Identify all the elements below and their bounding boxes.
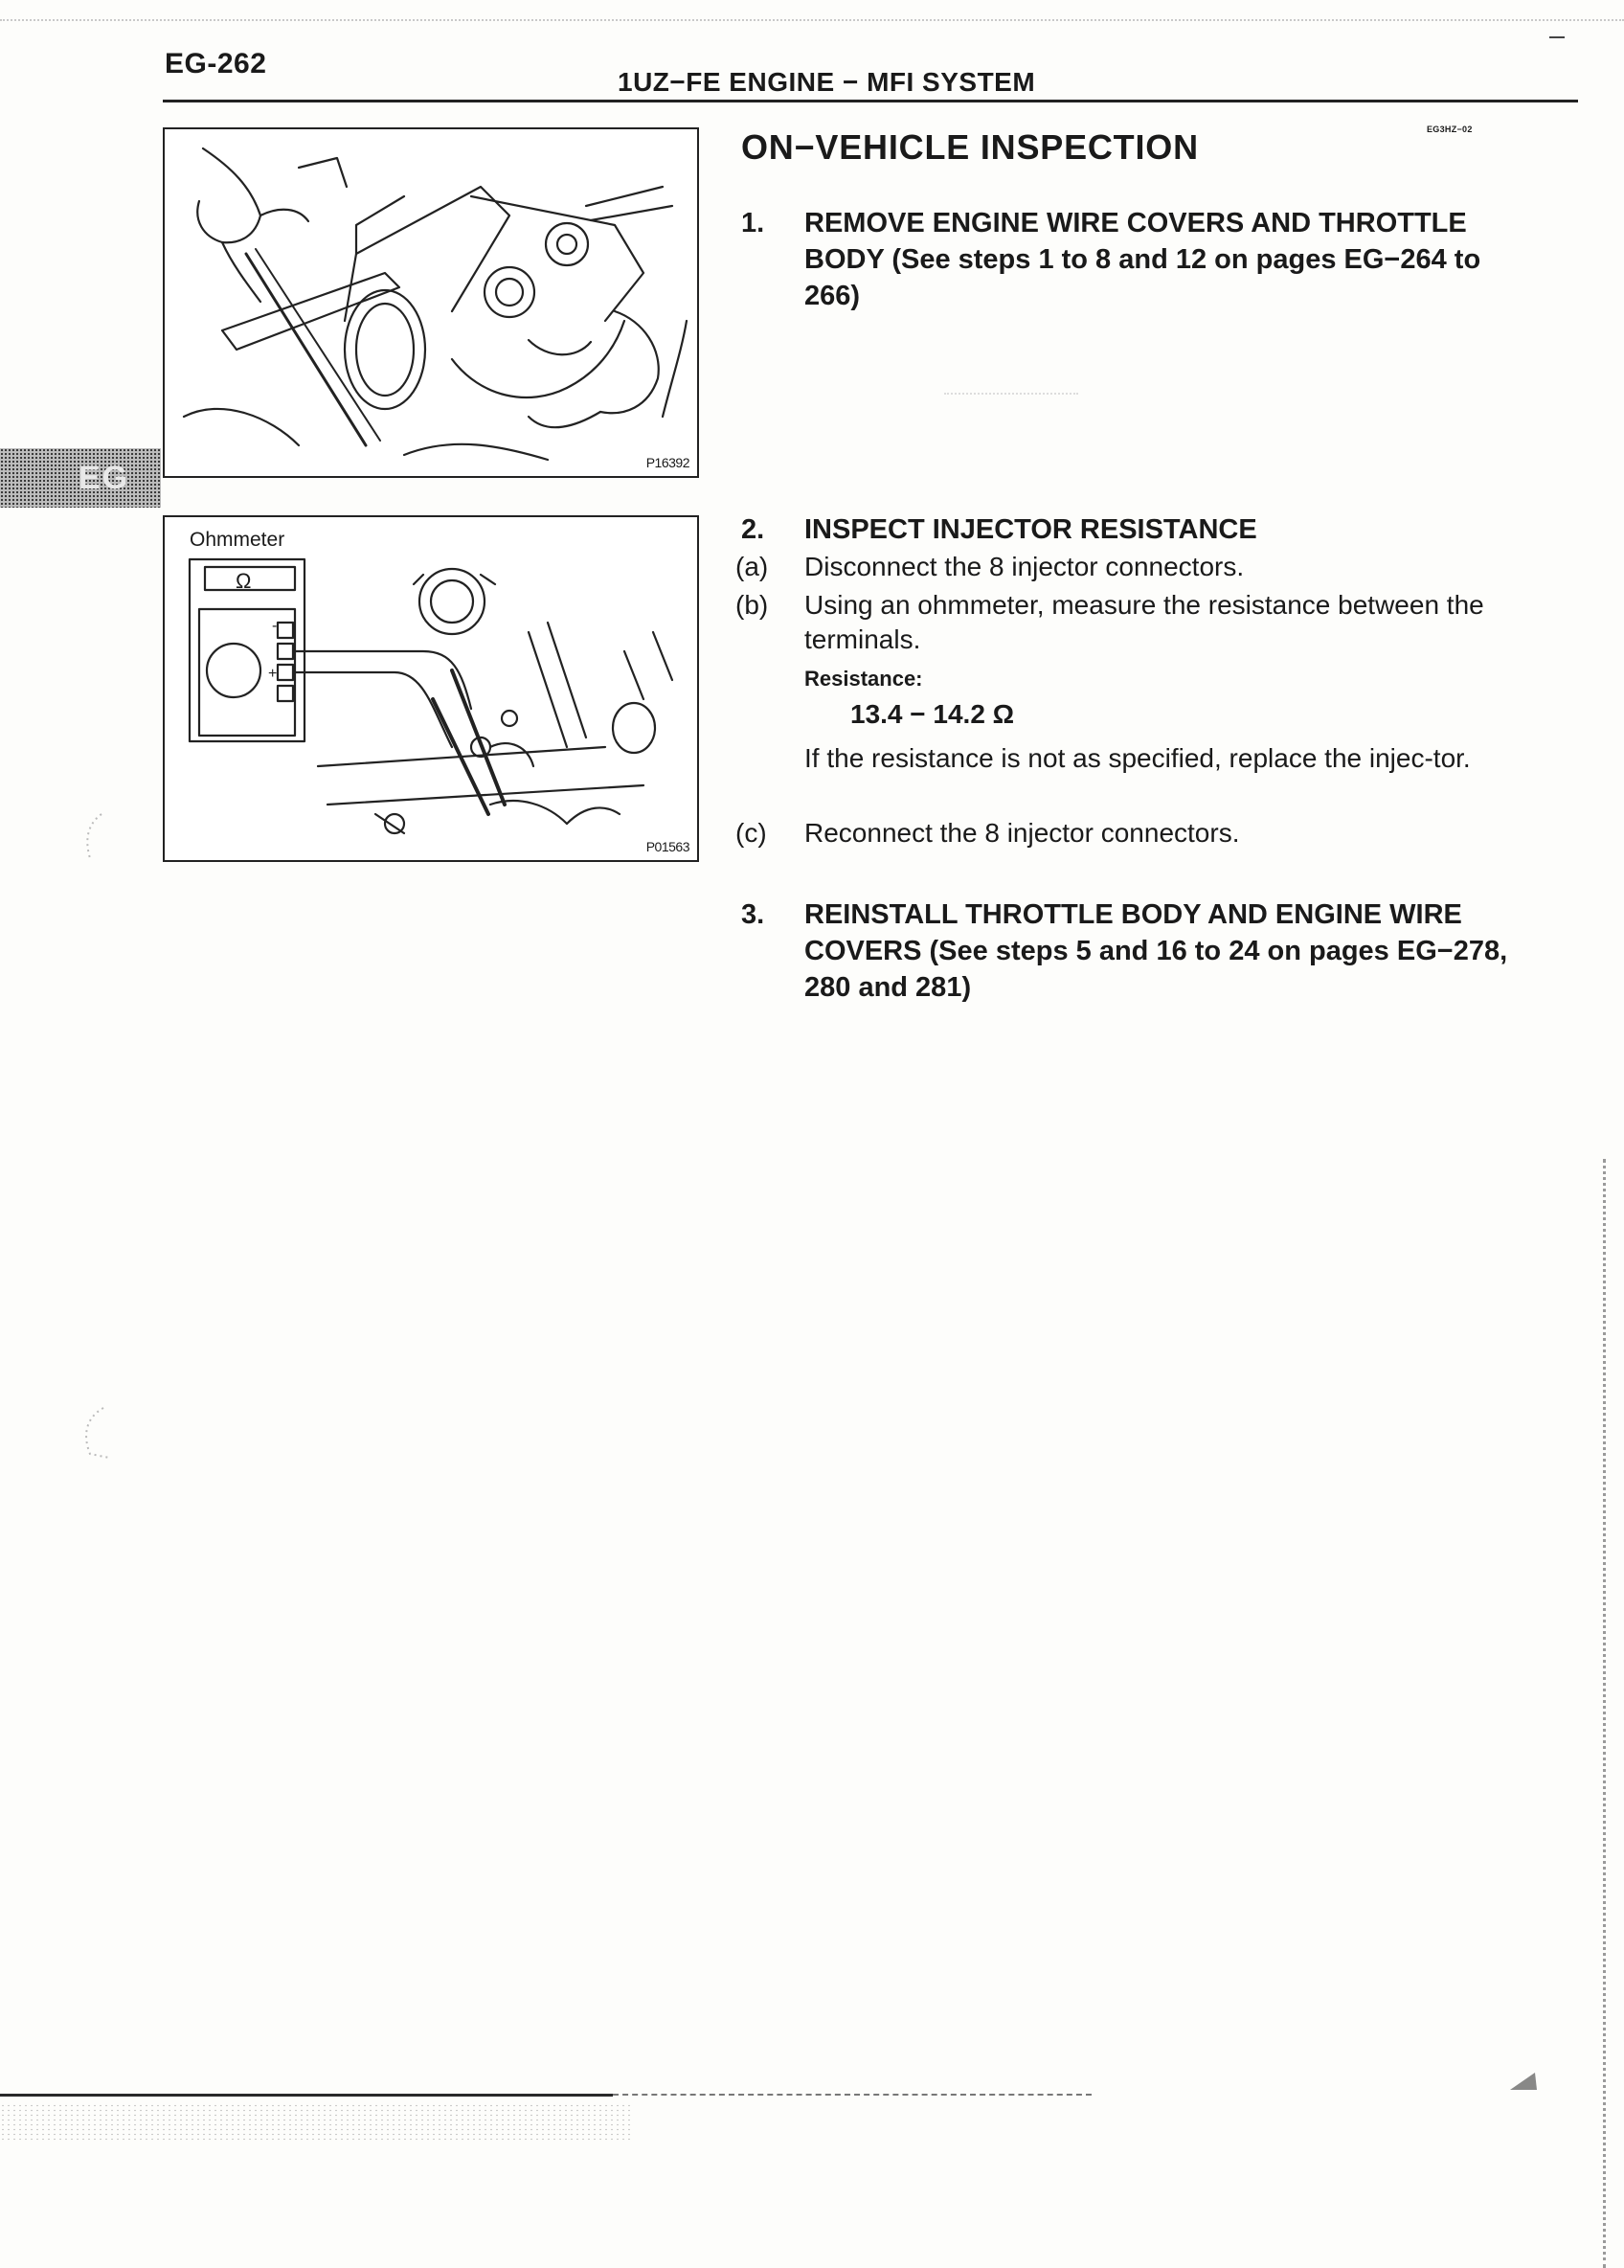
throttle-body-illustration xyxy=(165,129,697,476)
corner-mark xyxy=(1549,36,1565,38)
substep-text: Using an ohmmeter, measure the resistance between the terminals. xyxy=(804,590,1484,654)
scan-mark-left-lower xyxy=(77,1404,115,1462)
bottom-speckle xyxy=(0,2103,632,2142)
figure-throttle-body xyxy=(163,127,699,478)
faint-scan-dots xyxy=(944,393,1078,395)
svg-text:-: - xyxy=(272,618,278,634)
figure-ohmmeter xyxy=(163,515,699,862)
spec-note: If the resistance is not as specified, replace the injec-tor. xyxy=(804,743,1471,773)
svg-text:+: + xyxy=(268,666,278,682)
spec-title: Resistance: xyxy=(804,667,923,691)
side-tab-eg xyxy=(0,448,161,508)
step-number: 3. xyxy=(741,899,765,930)
figure-code: P16392 xyxy=(645,455,689,470)
substep-text: Disconnect the 8 injector connectors. xyxy=(804,552,1245,581)
step-1 xyxy=(741,205,1536,314)
document-code: EG3HZ−02 xyxy=(1427,125,1473,134)
page-header-title: 1UZ−FE ENGINE − MFI SYSTEM xyxy=(618,67,1036,97)
step-text: INSPECT INJECTOR RESISTANCE xyxy=(804,514,1257,545)
section-title: ON−VEHICLE INSPECTION xyxy=(741,127,1199,167)
side-tab-label: EG xyxy=(79,460,130,496)
substep-label: (c) xyxy=(735,818,767,848)
bottom-rule xyxy=(0,2094,613,2097)
page-number: EG-262 xyxy=(165,48,267,79)
figure-code: P01563 xyxy=(645,839,689,854)
step-2 xyxy=(741,511,1536,548)
scan-blot xyxy=(1508,2069,1541,2092)
scan-mark-left xyxy=(80,810,109,868)
substep-a xyxy=(735,550,1540,584)
step-text: REMOVE ENGINE WIRE COVERS AND THROTTLE BODY (See steps 1 to 8 and 12 on pages EG−264 to 266) xyxy=(804,208,1481,311)
top-scan-dotted-line xyxy=(0,19,1624,21)
substep-label: (a) xyxy=(735,552,769,581)
step-number: 1. xyxy=(741,208,765,238)
substep-text: Reconnect the 8 injector connectors. xyxy=(804,818,1240,848)
substep-c xyxy=(735,816,1540,850)
substep-b xyxy=(735,588,1540,657)
figure-label: Ohmmeter xyxy=(190,529,285,551)
bottom-rule-dashed xyxy=(613,2094,1092,2096)
step-text: REINSTALL THROTTLE BODY AND ENGINE WIRE COVERS (See steps 5 and 16 to 24 on pages EG−278, 280 and 281) xyxy=(804,899,1508,1003)
step-number: 2. xyxy=(741,514,765,545)
substep-label: (b) xyxy=(735,590,769,620)
step-3 xyxy=(741,896,1536,1006)
header-rule xyxy=(163,100,1578,102)
spec-value: 13.4 − 14.2 Ω xyxy=(850,699,1015,729)
ohm-symbol: Ω xyxy=(236,569,252,593)
right-edge-dots xyxy=(1603,1159,1606,2268)
